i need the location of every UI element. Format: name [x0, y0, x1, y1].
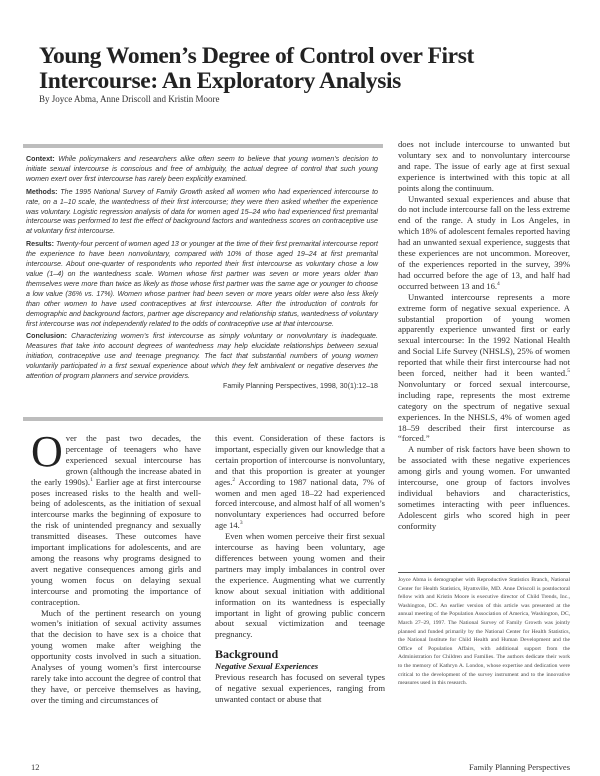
- footnote-ref: 5: [567, 368, 570, 375]
- drop-cap: O: [31, 427, 63, 476]
- abstract-box: [26, 155, 378, 395]
- footnote-ref: 1: [90, 476, 93, 483]
- body-paragraph: [215, 433, 385, 531]
- paragraph-text-cont: Nonvoluntary or forced sexual intercourse, including rape, represents the most extreme category on the spectrum of negative sexual experiences. In the NHSLS, 4% of women aged 18–59 described their first intercourse as “forced.”: [398, 378, 570, 444]
- body-column-middle: [215, 433, 385, 705]
- abstract-citation: Family Planning Perspectives, 1998, 30(1):12–18: [223, 381, 378, 390]
- abstract-results: [26, 240, 378, 329]
- body-paragraph: Even when women perceive their first sexual intercourse as having been voluntary, age differences between young women and their partners may imply imbalances in control over the experience. Augmenting what we currently know about sexual initiation with additional information on its wantedness is especially important in light of growing public concern about sexual victimization and teenage pregnancy.: [215, 531, 385, 640]
- body-paragraph: Previous research has focused on several types of negative sexual experiences, ranging from unwanted contact or abuse that: [215, 672, 385, 705]
- abstract-conclusion: [26, 332, 378, 382]
- footnote-ref: 2: [232, 476, 236, 483]
- methods-label: Methods:: [26, 187, 58, 196]
- running-footer-journal: Family Planning Perspectives: [468, 762, 570, 772]
- conclusion-text: Characterizing women’s first intercourse as simply voluntary or nonvoluntary is inadequate. Measures that take into account degrees of wantedness may help elucidate relationships between sexual initiation, contraceptive use and teenage pregnancy. The fact that substantial numbers of young women voluntarily participated in a first sexual experience about which they felt ambivalent or negative deserves the attention of program planners and service providers.: [26, 332, 378, 381]
- section-heading: Background: [215, 647, 279, 662]
- body-paragraph: does not include intercourse to unwanted but voluntary sex and to nonvoluntary intercourse and rape. The issue of early age at first sexual experience is intertwined with this topic at all points along the continuum.: [398, 139, 570, 193]
- body-paragraph: Much of the pertinent research on young women’s initiation of sexual activity assumes that the decision to have sex is a choice that young women make after weighing the opportunity costs involved in such a situation. Analyses of young women’s first intercourse rarely take into account the degree of control that they have, or perceive themselves as having, over the timing and circumstances of: [31, 607, 201, 705]
- paragraph-text: Unwanted intercourse represents a more extreme form of negative sexual experience. A substantial proportion of young women apparently experience unwanted first or early sexual intercourse: In the 1992 National Health and Social Life Survey (NHSLS), 25% of women reported that while their first intercourse had not been forced, neither had it been wanted.: [398, 291, 570, 379]
- author-note-divider: [398, 572, 570, 573]
- body-column-left: [31, 427, 201, 706]
- author-note: Joyce Abma is demographer with Reproductive Statistics Branch, National Center for Health Statistics, Hyattsville, MD. Anne Driscoll is postdoctoral fellow with and Kristin Moore is executive director of Child Trends, Inc., Washington, DC. An earlier version of this article was presented at the annual meeting of the Population Association of America, Washington, DC, March 27–29, 1997. The National Survey of Family Growth was jointly planned and funded primarily by the National Center for Health Statistics, the National Institute for Child Health and Human Development and the Office of Population Affairs, with additional support from the Administration for Children and Families. The authors dedicate their work to the memory of Kathryn A. London, whose expertise and dedication were critical to the development of the survey instrument and to the innovative measures used in this research.: [398, 577, 570, 687]
- abstract-methods: [26, 188, 378, 238]
- body-paragraph: A number of risk factors have been shown to be associated with these negative experiences among girls and young women. For unwanted intercourse, one group of factors involves individual behaviors and characteristics, sometimes interacting with peer influences. Adolescent girls who scored high in peer conformity: [398, 444, 570, 531]
- intro-paragraph: [31, 427, 201, 608]
- footnote-ref: 4: [497, 280, 500, 287]
- article-title: Young Women’s Degree of Control over First Intercourse: An Exploratory Analysis: [39, 43, 474, 94]
- abstract-top-divider: [23, 144, 383, 148]
- body-paragraph: [398, 292, 570, 445]
- paragraph-text-cont: According to 1987 national data, 7% of women and men aged 18–22 had experienced forced intercouse, and almost half of all women’s nonvoluntary experiences had occurred before age 14.: [215, 476, 385, 531]
- footnote-ref: 3: [239, 520, 243, 527]
- abstract-context: [26, 155, 378, 185]
- abstract-bottom-divider: [23, 417, 383, 421]
- page-number: 12: [31, 762, 40, 772]
- intro-text: ver the past two decades, the percentage of teenagers who have experienced sexual intercourse has grown (although the increase abated in the early 1990s).: [31, 433, 201, 487]
- conclusion-label: Conclusion:: [26, 332, 67, 341]
- author-byline: By Joyce Abma, Anne Driscoll and Kristin Moore: [39, 94, 220, 104]
- intro-text-cont: Earlier age at first intercourse poses increased risks to the health and well-being of adolescents, as the initiation of sexual intercourse marks the beginning of exposure to the risk of unintended pregnancy and sexually transmitted diseases. These outcomes have important implications for adolescents, and are among the reasons why programs designed to avert negative consequences among girls and young women focus on delaying sexual intercourse and promoting the importance of contraception.: [31, 476, 201, 607]
- methods-text: The 1995 National Survey of Family Growth asked all women who had experienced intercourse to rate, on a 1–10 scale, the wantedness of their first intercourse; they were then asked whether the experience was voluntary. Logistic regression analysis of data for women aged 15–24 who had experienced first premarital intercourse was performed to test the effect of background factors and wantedness scores on contraceptive use at voluntary first intercourse.: [26, 187, 378, 236]
- context-text: While policymakers and researchers alike often seem to believe that young women’s decision to initiate sexual intercourse is conscious and free of ambiguity, the actual degree of control that such young women exert over first intercourse has rarely been explicitly examined.: [26, 155, 378, 183]
- results-label: Results:: [26, 240, 54, 249]
- body-column-right: [398, 139, 570, 532]
- paragraph-text: this event. Consideration of these factors is important, especially given our knowledge that a certain proportion of intercourse is nonvoluntary, and that this proportion is greater at younger ages.: [215, 433, 385, 487]
- body-paragraph: [398, 194, 570, 292]
- context-label: Context:: [26, 155, 55, 163]
- subsection-heading: Negative Sexual Experiences: [215, 661, 319, 672]
- paragraph-text: Unwanted sexual experiences and abuse that do not include intercourse fall on the less extreme end of the range. A study in Los Angeles, in which 18% of adolescent females reported having had an unwanted sexual experience, suggests that these experiences are not uncommon. Moreover, of the experiences reported in the survey, 39% had occurred before the age of 13, and half had occurred between 13 and 16.: [398, 193, 570, 291]
- results-text: Twenty-four percent of women aged 13 or younger at the time of their first premarital intercourse report the experience to have been nonvoluntary, compared with 10% of those aged 19–24 at first premarital intercourse. About one-quarter of respondents who reported their first intercourse as voluntary chose a low value (1–4) on the wantedness scale. Women whose first partner was seven or more years older than themselves were more than twice as likely as those whose first partner was the same age or younger to choose a low value (36% vs. 17%). Women whose partner had been seven or more years older were also less likely than other women to have used contraceptives at first intercourse. After the introduction of controls for demographic and background factors, partner age discrepancy and relationship status, wantedness of voluntary first intercourse was not independently related to the odds of contraceptive use at that intercourse.: [26, 240, 378, 328]
